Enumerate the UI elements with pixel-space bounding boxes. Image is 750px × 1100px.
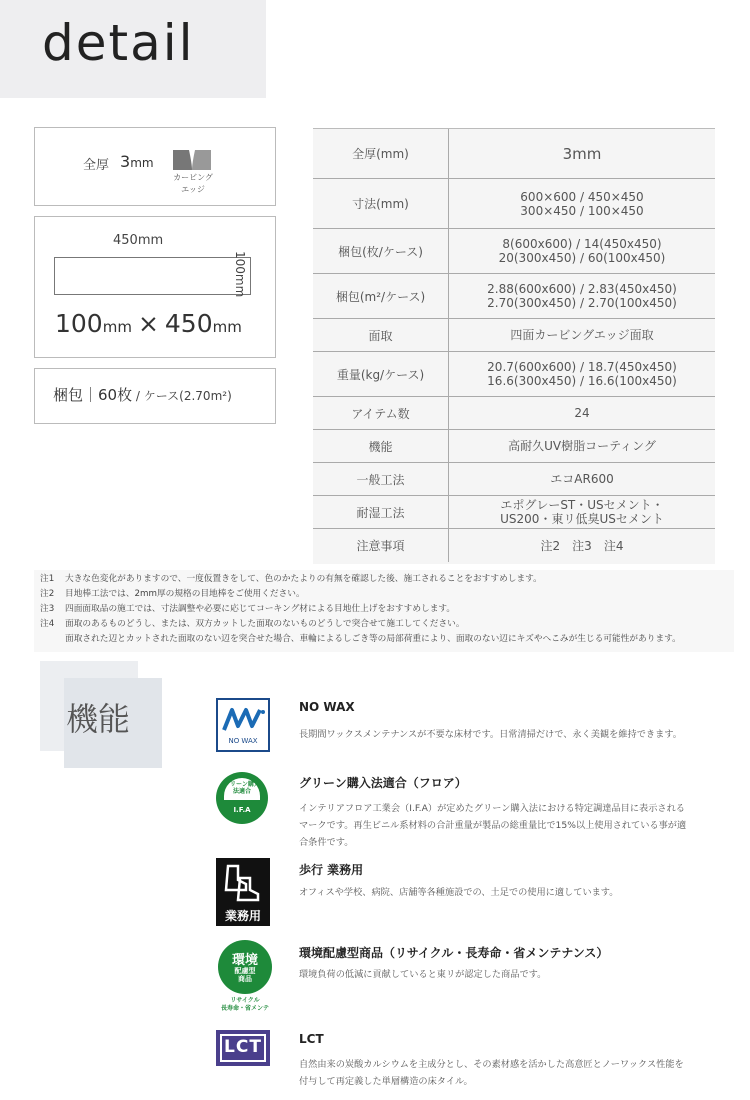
spec-row [313,529,715,562]
spec-row [313,229,715,274]
note-line: 面取された辺とカットされた面取のない辺を突合せた場合、車輪によるしごき等の局部荷重により、面取のない辺にキズやへこみが生じる可能性があります。 [65,634,681,644]
dim-height-label: 100mm [233,251,247,298]
note-line: 注2 目地棒工法では、2mm厚の規格の目地棒をご使用ください。 [40,589,305,599]
spec-row [313,397,715,430]
spec-label: 全厚(mm) [352,147,409,161]
spec-label: 梱包(m²/ケース) [335,289,426,304]
eco-product-icon: 環境 配慮型 商品 リサイクル 長寿命・省メンテ [216,940,274,1018]
note-line: 注4 面取のあるものどうし、または、双方カットした面取のないものどうしで突合せて施工してください。 [40,619,465,629]
thickness-box [34,127,276,206]
note-line: 注1 大きな色変化がありますので、一度仮置きをして、色のかたよりの有無を確認した後、施工されることをおすすめします。 [40,574,542,584]
spec-value: エポグレーST・USセメント・ US200・東リ低臭USセメント [448,496,715,528]
feature-name: LCT [299,1032,324,1046]
feature-name: 歩行 業務用 [299,863,364,877]
bevel-caption: カービング エッジ [173,173,213,194]
spec-value: 高耐久UV樹脂コーティング [448,430,715,462]
feature-desc: 自然由来の炭酸カルシウムを主成分とし、その素材感を活かした高意匠とノーワックス性能を 付与して再定義した単層構造の床タイル。 [299,1059,684,1087]
feature-desc: 長期間ワックスメンテナンスが不要な床材です。日常清掃だけで、永く美観を維持できます。 [299,729,682,740]
tile-shape [54,257,251,295]
spec-value: エコAR600 [448,463,715,495]
feature-desc: 環境負荷の低減に貢献していると東リが認定した商品です。 [299,969,547,980]
spec-table [313,128,715,564]
spec-label: 一般工法 [356,472,405,487]
features-title: 機能 [66,700,131,738]
spec-label: アイテム数 [351,406,410,421]
green-purchase-icon: グリーン購入法適合 I.F.A [216,772,268,824]
note-line: 注3 四面面取品の施工では、寸法調整や必要に応じてコーキング材による目地仕上げをおすすめします。 [40,604,456,614]
spec-label: 梱包(枚/ケース) [338,244,423,259]
thickness-label: 全厚 [83,158,110,173]
page-title: detail [42,14,195,72]
commercial-walking-icon: 業務用 [216,858,270,926]
spec-value: 20.7(600x600) / 18.7(450x450) 16.6(300x450) / 16.6(100x450) [448,352,715,396]
feature-name: NO WAX [299,700,355,714]
no-wax-icon: NO WAX [216,698,270,752]
packing-box [34,368,276,424]
feature-desc: インテリアフロア工業会（I.F.A）が定めたグリーン購入法における特定調達品目に表示される マークです。再生ビニル系材料の合計重量が製品の総重量比で15%以上使用されている事が適 合条件です。 [299,803,687,848]
packing-text: 梱包｜60枚 / ケース(2.70m²) [53,386,232,404]
spec-label: 耐湿工法 [356,505,405,520]
spec-row [313,274,715,319]
carving-edge-icon [173,150,211,170]
spec-row [313,319,715,352]
spec-label: 面取 [368,328,393,343]
dimension-text: 100mm × 450mm [55,309,242,338]
spec-label: 重量(kg/ケース) [336,367,425,382]
dim-width-label: 450mm [113,233,164,248]
spec-row [313,129,715,179]
notes-block [34,570,734,652]
dimension-box [34,216,276,358]
spec-value: 8(600x600) / 14(450x450) 20(300x450) / 60(100x450) [448,229,715,273]
lct-icon: LCT [216,1030,270,1066]
thickness-value: 3mm [120,152,154,171]
spec-row [313,352,715,397]
spec-row [313,430,715,463]
spec-row [313,496,715,529]
spec-value: 四面カービングエッジ面取 [448,319,715,351]
spec-value: 24 [448,397,715,429]
spec-label: 注意事項 [356,539,405,553]
feature-name: グリーン購入法適合（フロア） [299,776,467,790]
spec-row [313,179,715,229]
title-block [0,0,266,98]
feature-desc: オフィスや学校、病院、店舗等各種施設での、土足での使用に適しています。 [299,887,619,898]
spec-label: 機能 [368,439,393,454]
spec-value: 600×600 / 450×450 300×450 / 100×450 [448,179,715,228]
spec-row [313,463,715,496]
spec-label: 寸法(mm) [352,197,409,211]
feature-name: 環境配慮型商品（リサイクル・長寿命・省メンテナンス） [299,946,609,960]
spec-value: 3mm [448,129,715,178]
spec-value: 注2 注3 注4 [448,529,715,562]
spec-value: 2.88(600x600) / 2.83(450x450) 2.70(300x450) / 2.70(100x450) [448,274,715,318]
